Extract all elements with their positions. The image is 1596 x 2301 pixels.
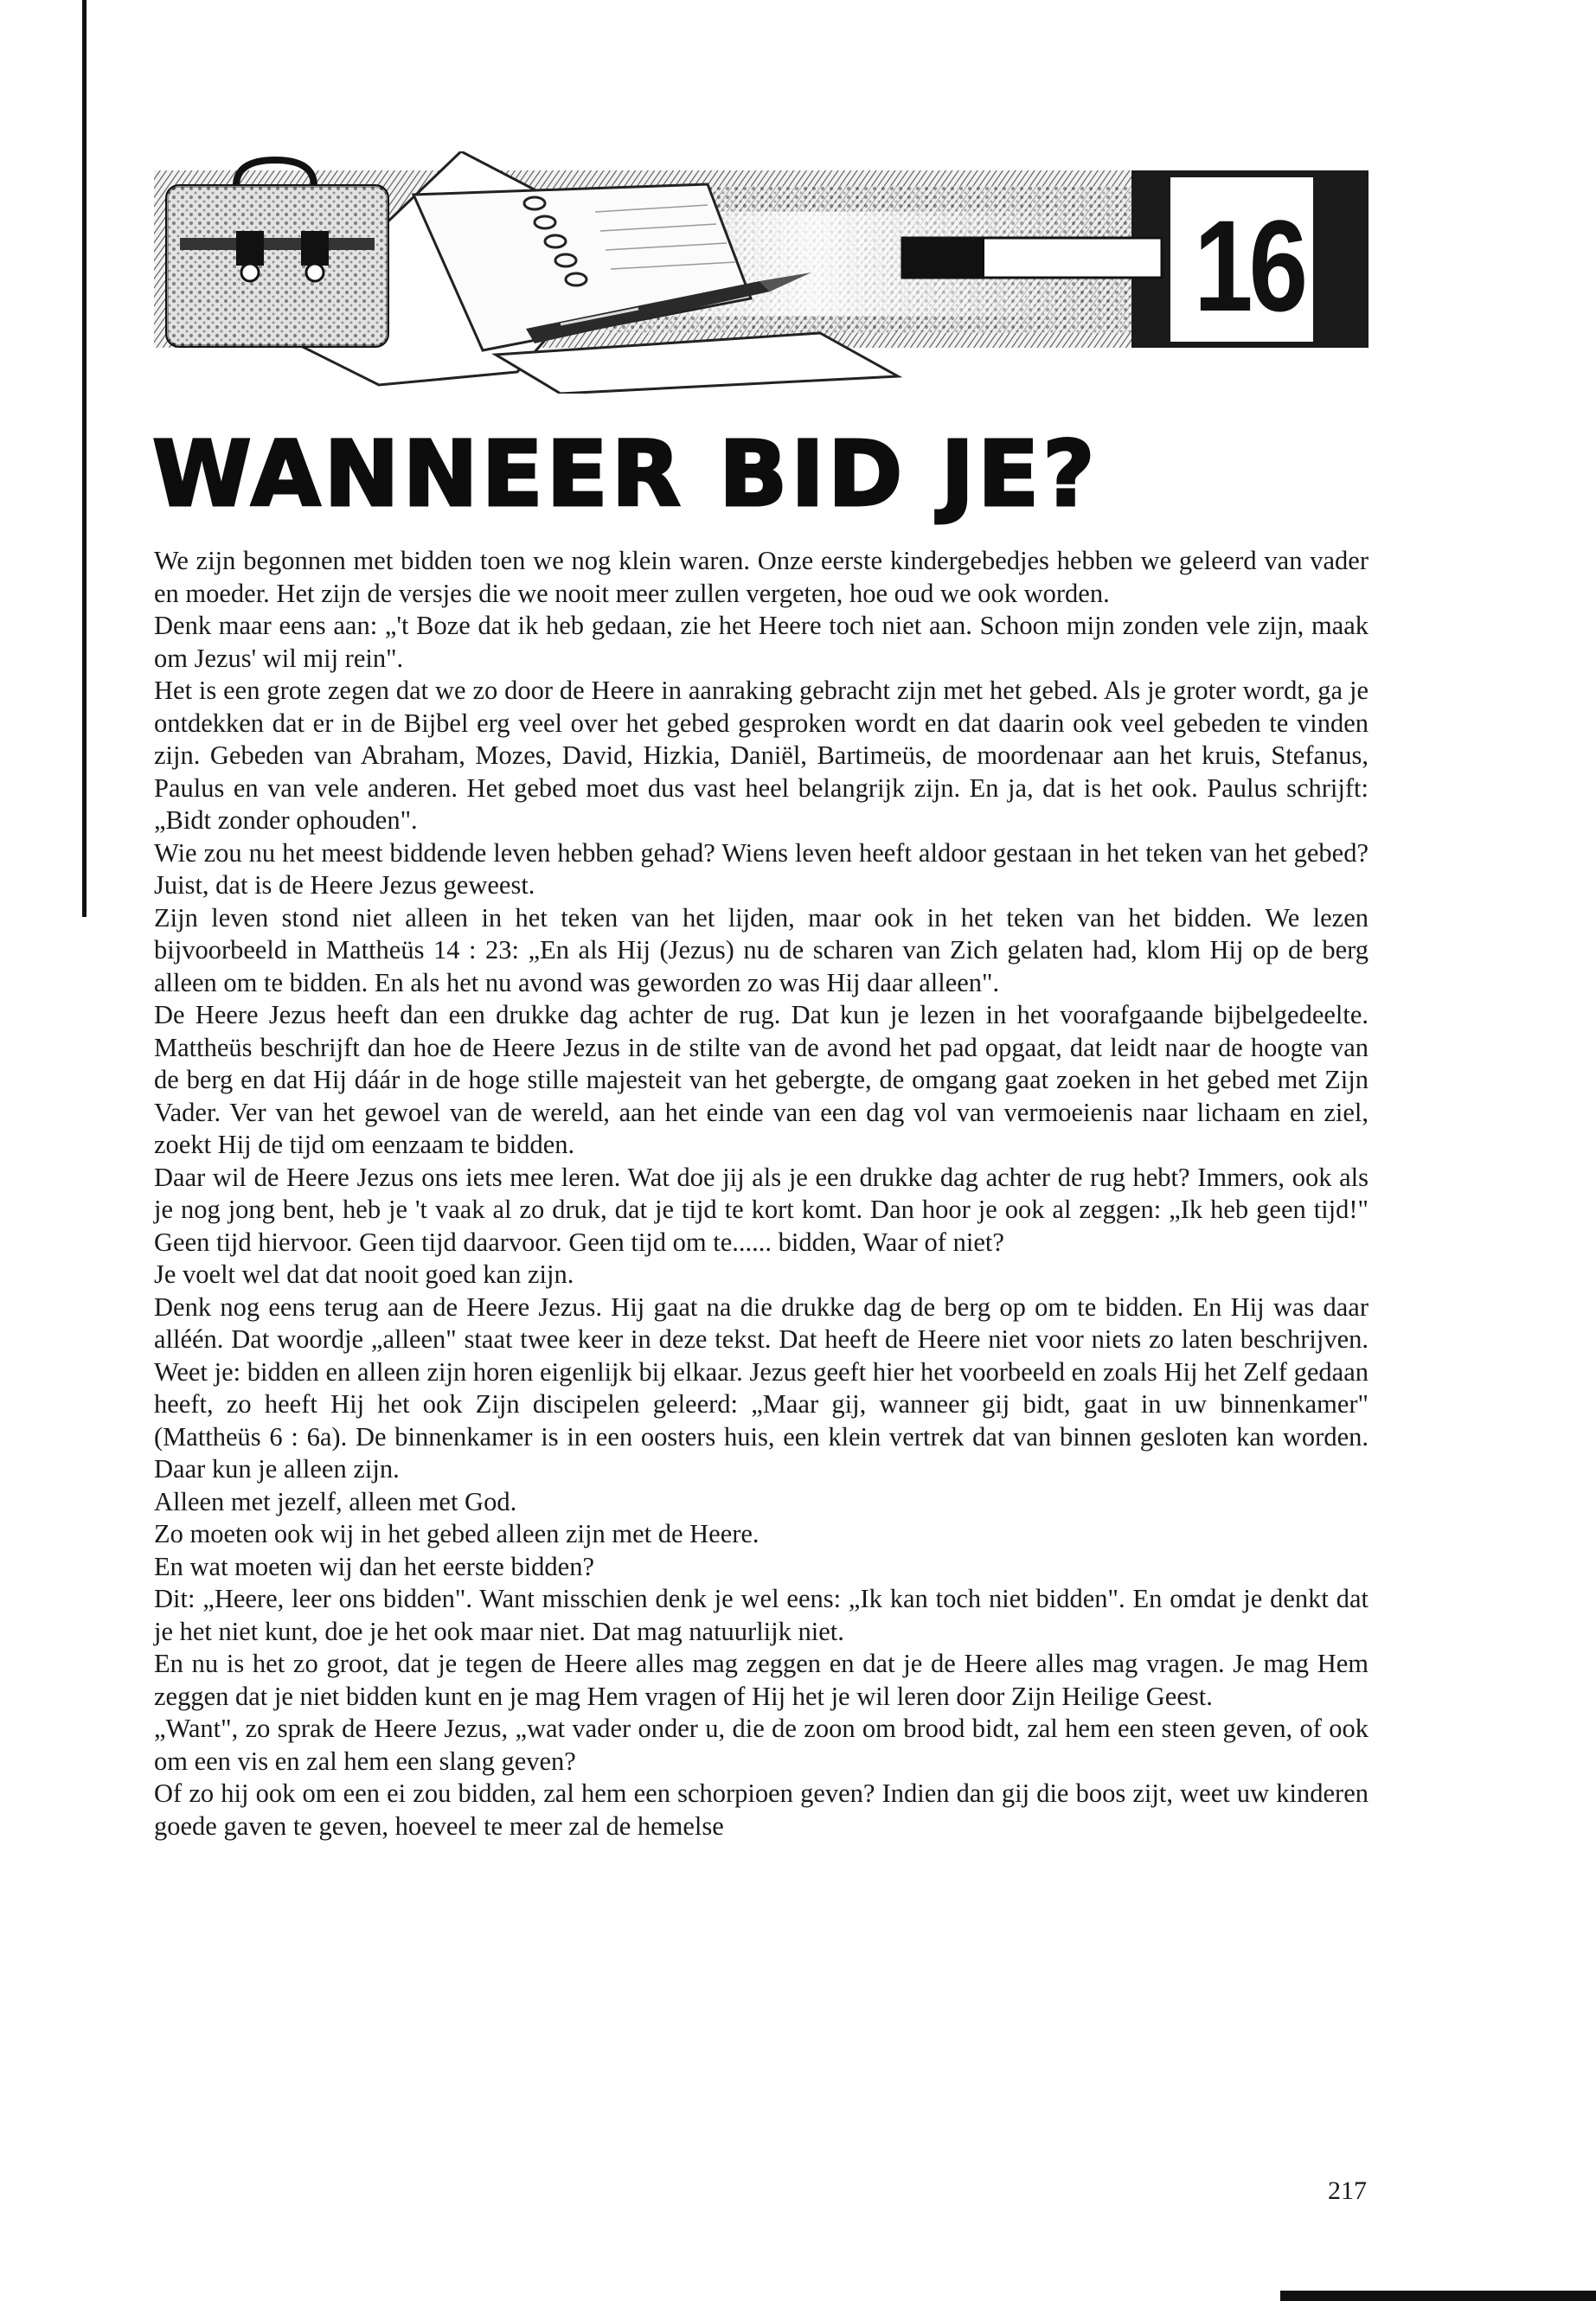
paragraph: Wie zou nu het meest biddende leven hebben gehad? Wiens leven heeft aldoor gestaan in het teken van het gebed? Juist, dat is de Heere Jezus geweest.: [154, 837, 1368, 900]
paragraph: Dit: „Heere, leer ons bidden". Want misschien denk je wel eens: „Ik kan toch niet bidden". En omdat je denkt dat je het niet kunt, doe je het ook maar niet. Dat mag natuurlijk niet.: [154, 1584, 1368, 1646]
paragraph: Alleen met jezelf, alleen met God.: [154, 1486, 517, 1516]
paragraph: Denk nog eens terug aan de Heere Jezus. Hij gaat na die drukke dag de berg op om te bidden. En Hij was daar alléén. Dat woordje „alleen" staat twee keer in deze tekst. Dat heeft de Heere niet voor niets zo laten beschrijven. Weet je: bidden en alleen zijn horen eigenlijk bij elkaar. Jezus geeft hier het voorbeeld en zoals Hij het Zelf gedaan heeft, zo heeft Hij het ook Zijn discipelen geleerd: „Maar gij, wanneer gij bidt, gaat in uw binnenkamer" (Mattheüs 6 : 6a). De binnenkamer is in een oosters huis, een klein vertrek dat van binnen gesloten kan worden. Daar kun je alleen zijn.: [154, 1292, 1368, 1484]
paragraph: Daar wil de Heere Jezus ons iets mee leren. Wat doe jij als je een drukke dag achter de rug hebt? Immers, ook als je nog jong bent, heb je 't vaak al zo druk, dat je tijd te kort komt. Dan hoor je ook al zeggen: „Ik heb geen tijd!" Geen tijd hiervoor. Geen tijd daarvoor. Geen tijd om te...... bidden, Waar of niet?: [154, 1162, 1368, 1257]
body-text: [154, 545, 1368, 1843]
paragraph: Zijn leven stond niet alleen in het teken van het lijden, maar ook in het teken van het bidden. We lezen bijvoorbeeld in Mattheüs 14 : 23: „En als Hij (Jezus) nu de scharen van Zich gelaten had, klom Hij op de berg alleen om te bidden. En als het nu avond was geworden zo was Hij daar alleen".: [154, 902, 1368, 997]
paragraph: Denk maar eens aan: „'t Boze dat ik heb gedaan, zie het Heere toch niet aan. Schoon mijn zonden vele zijn, maak om Jezus' wil mij rein".: [154, 611, 1368, 673]
bottom-edge-rule: [1280, 2291, 1596, 2301]
paragraph: En nu is het zo groot, dat je tegen de Heere alles mag zeggen en dat je de Heere alles mag vragen. Je mag Hem zeggen dat je niet bidden kunt en je mag Hem vragen of Hij het je wil leren door Zijn Heilige Geest.: [154, 1649, 1368, 1711]
paragraph: Of zo hij ook om een ei zou bidden, zal hem een schorpioen geven? Indien dan gij die boos zijt, weet uw kinderen goede gaven te geven, hoeveel te meer zal de hemelse: [154, 1779, 1368, 1841]
paragraph: Het is een grote zegen dat we zo door de Heere in aanraking gebracht zijn met het gebed. Als je groter wordt, ga je ontdekken dat er in de Bijbel erg veel over het gebed gesproken wordt en dat daarin ook veel gebeden te vinden zijn. Gebeden van Abraham, Mozes, David, Hizkia, Daniël, Bartimeüs, de moordenaar aan het kruis, Stefanus, Paulus en van vele anderen. Het gebed moet dus vast heel belangrijk zijn. En ja, dat is het ook. Paulus schrijft: „Bidt zonder ophouden".: [154, 676, 1368, 835]
paragraph: Zo moeten ook wij in het gebed alleen zijn met de Heere.: [154, 1519, 760, 1548]
chapter-number: 16: [1194, 193, 1304, 338]
paragraph: „Want", zo sprak de Heere Jezus, „wat vader onder u, die de zoon om brood bidt, zal hem een steen geven, of ook om een vis en zal hem een slang geven?: [154, 1714, 1368, 1776]
paragraph: We zijn begonnen met bidden toen we nog klein waren. Onze eerste kindergebedjes hebben we geleerd van vader en moeder. Het zijn de versjes die we nooit meer zullen vergeten, hoe oud we ook worden.: [154, 546, 1368, 608]
paragraph: De Heere Jezus heeft dan een drukke dag achter de rug. Dat kun je lezen in het voorafgaande bijbelgedeelte. Mattheüs beschrijft dan hoe de Heere Jezus in de stilte van de avond het pad opgaat, dat leidt naar de hoogte van de berg en dat Hij dáár in de hoge stille majesteit van het gebergte, de omgang gaat zoeken in het gebed met Zijn Vader. Ver van het gewoel van de wereld, aan het einde van een dag vol van vermoeienis naar lichaam en ziel, zoekt Hij de tijd om eenzaam te bidden.: [154, 1000, 1368, 1159]
left-margin-rule: [82, 0, 87, 917]
header-banner-illustration: [154, 151, 1368, 394]
page-title: WANNEER BID JE?: [152, 421, 1099, 527]
page-number: 217: [1328, 2176, 1367, 2205]
paragraph: En wat moeten wij dan het eerste bidden?: [154, 1551, 594, 1581]
paragraph: Je voelt wel dat dat nooit goed kan zijn.: [154, 1259, 574, 1289]
